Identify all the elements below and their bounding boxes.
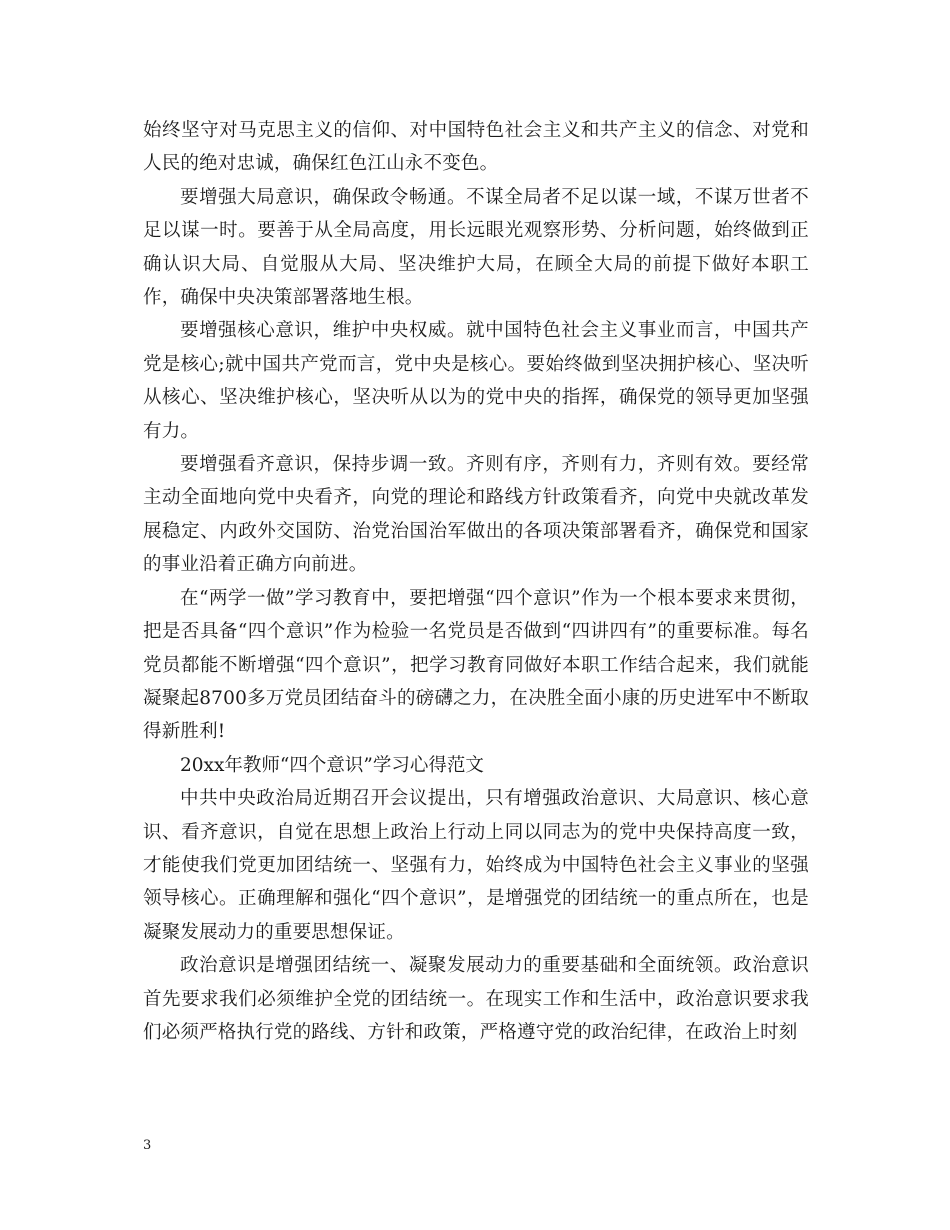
paragraph-4: 要增强看齐意识，保持步调一致。齐则有序，齐则有力，齐则有效。要经常主动全面地向党中央看齐，向党的理论和路线方针政策看齐，向党中央就改革发展稳定、内政外交国防、治党治国治军做出的各项决策部署看齐，确保党和国家的事业沿着正确方向前进。: [143, 454, 809, 576]
paragraph-1: 始终坚守对马克思主义的信仰、对中国特色社会主义和共产主义的信念、对党和人民的绝对忠诚，确保红色江山永不变色。: [143, 120, 809, 175]
document-body: [143, 114, 809, 1049]
paragraph-2: 要增强大局意识，确保政令畅通。不谋全局者不足以谋一域，不谋万世者不足以谋一时。要善于从全局高度，用长远眼光观察形势、分析问题，始终做到正确认识大局、自觉服从大局、坚决维护大局，在顾全大局的前提下做好本职工作，确保中央决策部署落地生根。: [143, 186, 809, 309]
page-number: 3: [143, 1138, 152, 1153]
paragraph-5: 在“两学一做”学习教育中，要把增强“四个意识”作为一个根本要求来贯彻，把是否具备“四个意识”作为检验一名党员是否做到“四讲四有”的重要标准。每名党员都能不断增强“四个意识”，把学习教育同做好本职工作结合起来，我们就能凝聚起8700多万党员团结奋斗的磅礴之力，在决胜全面小康的历史进军中不断取得新胜利!: [143, 587, 809, 743]
paragraph-3: 要增强核心意识，维护中央权威。就中国特色社会主义事业而言，中国共产党是核心;就中国共产党而言，党中央是核心。要始终做到坚决拥护核心、坚决听从核心、坚决维护核心，坚决听从以为的党中央的指挥，确保党的领导更加坚强有力。: [143, 320, 809, 442]
section-subheading: 20xx年教师“四个意识”学习心得范文: [180, 754, 484, 776]
paragraph-7: 政治意识是增强团结统一、凝聚发展动力的重要基础和全面统领。政治意识首先要求我们必须维护全党的团结统一。在现实工作和生活中，政治意识要求我们必须严格执行党的路线、方针和政策，严格遵守党的政治纪律，在政治上时刻: [143, 955, 809, 1043]
paragraph-6: 中共中央政治局近期召开会议提出，只有增强政治意识、大局意识、核心意识、看齐意识，自觉在思想上政治上行动上同以同志为的党中央保持高度一致，才能使我们党更加团结统一、坚强有力，始终成为中国特色社会主义事业的坚强领导核心。正确理解和强化“四个意识”，是增强党的团结统一的重点所在，也是凝聚发展动力的重要思想保证。: [143, 788, 809, 943]
